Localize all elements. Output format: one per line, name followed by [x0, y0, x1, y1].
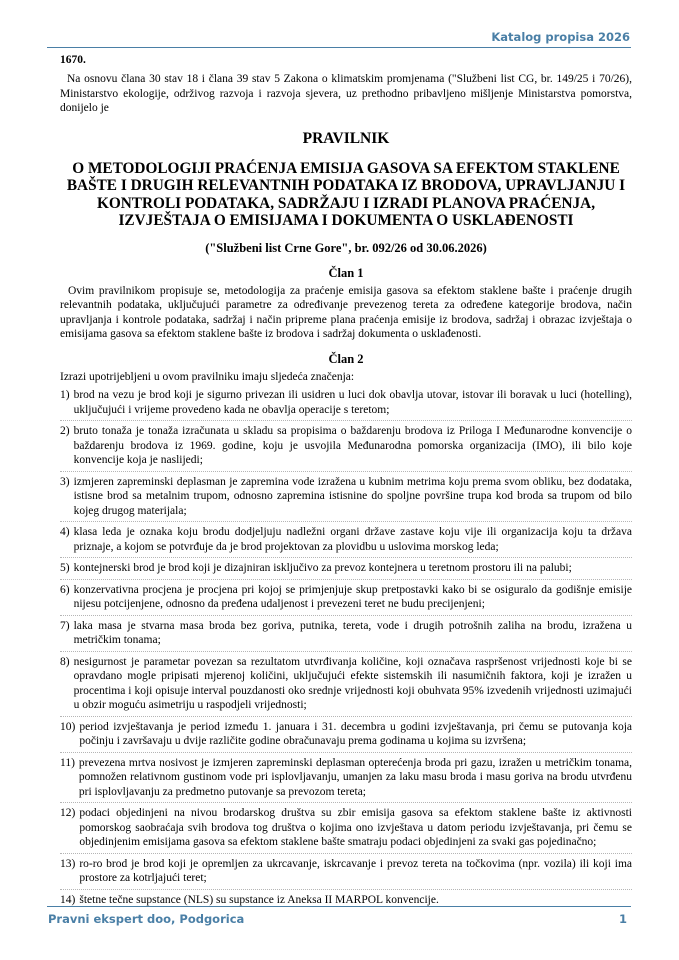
definition-number: 6) [60, 583, 70, 596]
article-1-heading: Član 1 [328, 265, 364, 280]
definition-number: 14) [60, 893, 76, 906]
definition-item [60, 558, 632, 580]
definition-item [60, 753, 632, 804]
definition-text: ro-ro brod je brod koji je opremljen za ukrcavanje, iskrcavanje i prevoz tereta na točkovima (npr. vozila) ili koji ima prostore za kotrljajući teret; [79, 857, 632, 884]
definition-text: bruto tonaža je tonaža izračunata u skladu sa propisima o baždarenju brodova iz Priloga I Međunarodne konvencije o baždarenju brodova iz 1969. godine, koju je usvojila Međunarodna pomorska organizacija (IMO), ili bilo koje konvencije koja je naslijedi; [73, 425, 632, 466]
definition-item [60, 580, 632, 616]
definition-item [60, 421, 632, 472]
definition-text: štetne tečne supstance (NLS) su supstance iz Aneksa II MARPOL konvencije. [79, 893, 439, 906]
article-1-text: Ovim pravilnikom propisuje se, metodologija za praćenje emisija gasova sa efektom staklene bašte i praćenje drugih relevantnih podataka, uključujući parametre za određivanje prevezenog tereta za određene kategorije brodova, način upravljanja i kontrole podataka, sadržaj i način pripreme plana praćenja emisije iz brodova, sadržaj i obrazac izvještaja o emisijama gasova sa efektom staklene bašte iz brodova i sadržaj dokumenta o usklađenosti. [60, 284, 632, 340]
definition-number: 8) [60, 655, 70, 668]
definition-item [60, 616, 632, 652]
footer-divider [47, 906, 631, 907]
definition-number: 7) [60, 619, 70, 632]
publisher-footer: Pravni ekspert doo, Podgorica [48, 912, 245, 926]
definition-number: 12) [60, 807, 76, 819]
definition-number: 4) [60, 526, 70, 538]
document-number: 1670. [60, 54, 86, 66]
definition-item [60, 803, 632, 854]
page-number: 1 [618, 912, 627, 926]
definition-item [60, 385, 632, 421]
definition-number: 10) [60, 720, 76, 733]
definition-text: konzervativna procjena je procjena pri kojoj se primjenjuje skup pretpostavki kako bi se osiguralo da godišnje emisije nijesu potcijenjene, odnosno da pređena udaljenost i prevezeni teret ne budu precijenjeni; [73, 583, 632, 610]
definition-item [60, 652, 632, 717]
definition-text: izmjeren zapreminski deplasman je zapremina vode izražena u kubnim metrima koju prema svom obliku, bez dodataka, istisne brod sa metalnim trupom, odnosno zapremina istisnine do spoljne površine trupa kod broda sa trupom od bilo kojeg drugog materijala; [73, 475, 632, 517]
definition-number: 1) [60, 389, 70, 401]
definition-number: 11) [60, 756, 75, 769]
definitions-list [60, 385, 632, 910]
preamble: Na osnovu člana 30 stav 18 i člana 39 stav 5 Zakona o klimatskim promjenama ("Službeni list CG, br. 149/25 i 70/26), Ministarstvo ekologije, održivog razvoja i razvoja sjevera, uz prethodno pribavljeno mišljenje Ministarstva pomorstva, donijelo je [60, 73, 632, 114]
gazette-reference: ("Službeni list Crne Gore", br. 092/26 od 30.06.2026) [205, 240, 487, 255]
document-title: PRAVILNIK [302, 129, 390, 147]
document-subtitle: O METODOLOGIJI PRAĆENJA EMISIJA GASOVA SA EFEKTOM STAKLENE BAŠTE I DRUGIH RELEVANTNIH PODATAKA IZ BRODOVA, UPRAVLJANJU I KONTROLI PODATAKA, SADRŽAJU I IZRADI PLANOVA PRAĆENJA, IZVJEŠTAJA O EMISIJAMA I DOKUMENTA O USKLAĐENOSTI [66, 159, 626, 229]
definition-text: nesigurnost je parametar povezan sa rezultatom utvrđivanja količine, koji označava raspršenost vrijednosti koje bi se opravdano mogle pripisati mjerenoj količini, uključujući efekte sistemskih ili nasumičnih faktora, koji je izražen u procentima i koji opisuje interval pouzdanosti oko srednje vrijednosti koji obuhvata 95% izvedenih vrijednosti uzimajući u obzir moguću asimetriju u raspodjeli vrijednosti; [73, 655, 632, 711]
article-2-heading: Član 2 [328, 351, 364, 366]
definition-number: 5) [60, 562, 70, 574]
definition-item [60, 854, 632, 890]
definition-text: prevezena mrtva nosivost je izmjeren zapreminski deplasman opterećenja broda pri gazu, izražen u metričkim tonama, pomnožen relativnom gustinom vode pri isplovljavanju, umanjen za laku masu broda i masu goriva na brodu utvrđenu pri isplovljavanju za predmetno putovanje sa prevozom tereta; [78, 756, 632, 798]
catalog-header: Katalog propisa 2026 [491, 30, 630, 44]
definition-number: 2) [60, 425, 70, 437]
definition-item [60, 717, 632, 753]
definition-text: brod na vezu je brod koji je sigurno privezan ili usidren u luci dok obavlja utovar, istovar ili boravak u luci (hotelling), uključujući i vrijeme provedeno kada ne obavlja operacije s teretom; [73, 389, 632, 416]
definition-text: laka masa je stvarna masa broda bez goriva, putnika, tereta, vode i drugih potrošnih zaliha na brodu, izražena u metričkim tonama; [73, 619, 632, 646]
header-divider [47, 47, 631, 48]
definition-text: klasa leda je oznaka koju brodu dodjeljuju nadležni organi države zastave koju vije ili organizacija koju ta država priznaje, a kojom se potvrđuje da je brod projektovan za plovidbu u uslovima morskog leda; [73, 526, 632, 553]
definition-text: kontejnerski brod je brod koji je dizajniran isključivo za prevoz kontejnera u teretnom prostoru ili na palubi; [73, 562, 572, 574]
definition-number: 3) [60, 475, 70, 488]
definition-item [60, 522, 632, 558]
definition-number: 13) [60, 857, 76, 870]
document-body [60, 53, 632, 910]
definition-item [60, 472, 632, 523]
article-2-intro: Izrazi upotrijebljeni u ovom pravilniku imaju sljedeća značenja: [60, 370, 355, 383]
definition-text: podaci objedinjeni na nivou brodarskog društva su zbir emisija gasova sa efektom staklene bašte iz aktivnosti pomorskog saobraćaja svih brodova tog društva o kojima ono izvještava u datom periodu izvještavanja, pri čemu se objedinjenim emisijama gasova sa efektom staklene bašte smatraju podaci objedinjeni za svaki gas pojedinačno; [79, 807, 632, 848]
definition-text: period izvještavanja je period između 1. januara i 31. decembra u godini izvještavanja, pri čemu se putovanja koja počinju i završavaju u dvije različite godine obračunavaju prema godinama u kojima su izvršena; [79, 720, 632, 747]
